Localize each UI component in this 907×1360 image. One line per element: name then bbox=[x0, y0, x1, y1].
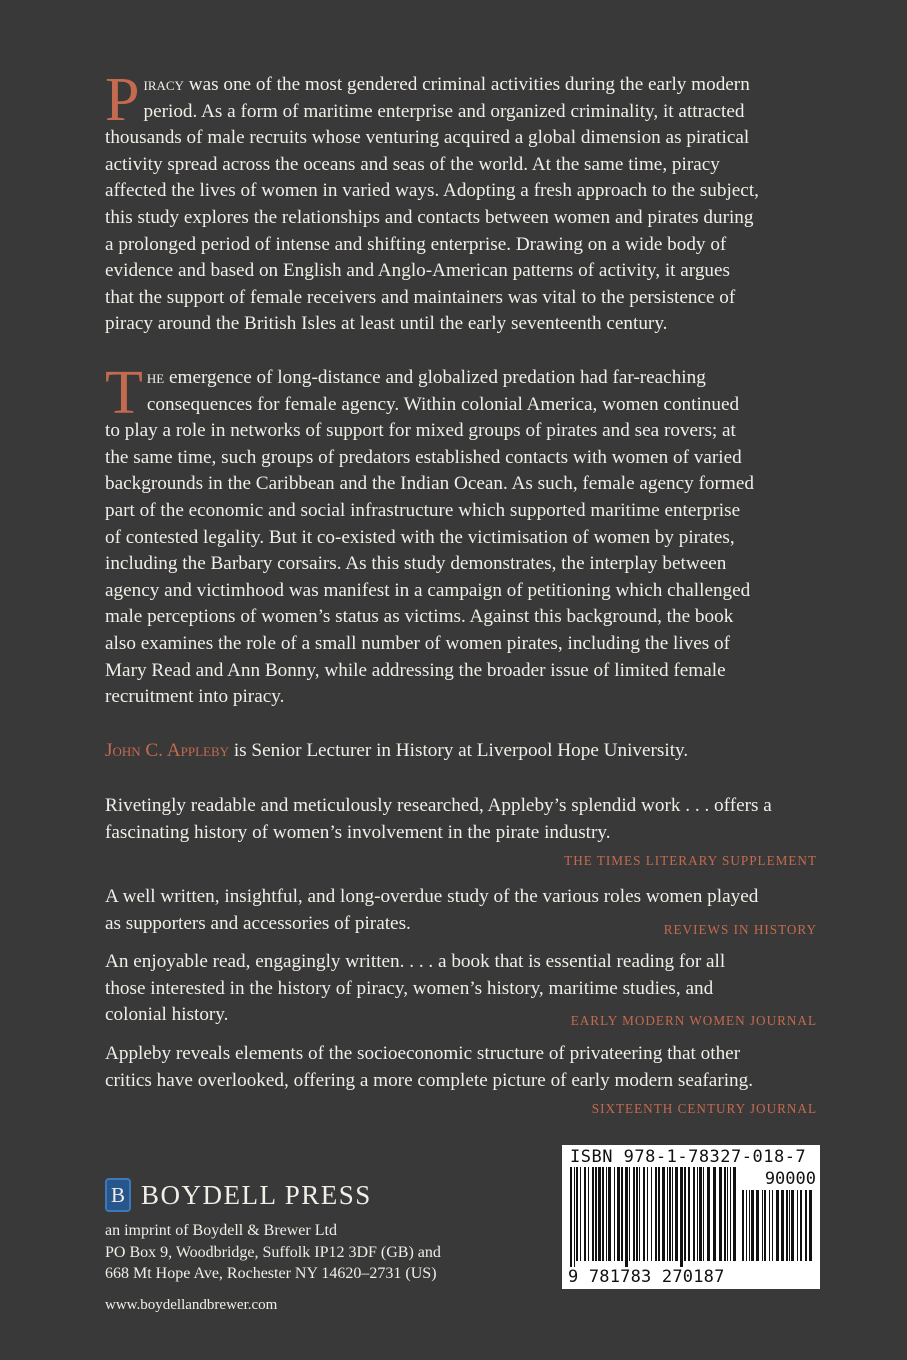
publisher-website: www.boydellandbrewer.com bbox=[105, 1296, 278, 1313]
review-source: EARLY MODERN WOMEN JOURNAL bbox=[570, 1013, 817, 1029]
barcode-bar bbox=[576, 1167, 578, 1261]
isbn-barcode bbox=[562, 1145, 820, 1289]
barcode-bar bbox=[602, 1167, 604, 1261]
barcode-bar bbox=[608, 1167, 611, 1261]
barcode-bar bbox=[574, 1167, 575, 1267]
blurb-line: a prolonged period of intense and shifting enterprise. Drawing on a wide body of bbox=[105, 233, 727, 255]
barcode-bar bbox=[727, 1167, 728, 1261]
blurb-line: was one of the most gendered criminal activities during the early modern bbox=[188, 74, 750, 95]
review-line: critics have overlooked, offering a more complete picture of early modern seafaring. bbox=[105, 1069, 754, 1091]
publisher-name: BOYDELL PRESS bbox=[141, 1179, 372, 1210]
barcode-bar bbox=[724, 1167, 726, 1261]
barcode-bar bbox=[570, 1167, 572, 1267]
author-bio-text: is Senior Lecturer in History at Liverpool Hope University. bbox=[233, 740, 689, 761]
barcode-bar bbox=[713, 1167, 716, 1261]
blurb-line: backgrounds in the Caribbean and the Indian Ocean. As such, female agency formed bbox=[105, 473, 754, 495]
blurb-line: recruitment into piracy. bbox=[105, 686, 285, 708]
review-line: Rivetingly readable and meticulously researched, Appleby’s splendid work . . . offers a bbox=[105, 795, 772, 816]
blurb-line: this study explores the relationships and contacts between women and pirates during bbox=[105, 206, 754, 228]
publisher-line: 668 Mt Hope Ave, Rochester NY 14620–2731 (US) bbox=[105, 1265, 437, 1282]
blurb-line: emergence of long-distance and globalized predation had far-reaching bbox=[169, 367, 706, 388]
publisher-block bbox=[105, 1178, 441, 1314]
dropcap-letter: T bbox=[105, 359, 143, 427]
barcode-bar bbox=[746, 1190, 747, 1261]
barcode-bar bbox=[719, 1167, 722, 1261]
barcode-bar bbox=[776, 1190, 779, 1261]
blurb-line: activity spread across the oceans and seas of the world. At the same time, piracy bbox=[105, 153, 720, 175]
blurb-line: thousands of male recruits whose venturing acquired a global dimension as piratical bbox=[105, 127, 750, 149]
barcode-bar bbox=[693, 1167, 695, 1261]
barcode-bar bbox=[756, 1190, 759, 1261]
barcode-bar bbox=[786, 1190, 788, 1261]
barcode-bar bbox=[772, 1190, 773, 1261]
boydell-logo-icon: B bbox=[105, 1178, 131, 1212]
blurb-line: to play a role in networks of support for mixed groups of pirates and sea rovers; at bbox=[105, 420, 736, 442]
barcode-bar bbox=[697, 1167, 698, 1261]
review-source: REVIEWS IN HISTORY bbox=[663, 921, 817, 937]
barcode-bar bbox=[621, 1167, 623, 1261]
blurb-line: period. As a form of maritime enterprise and organized criminality, it attracted bbox=[143, 100, 745, 122]
review-line: An enjoyable read, engagingly written. . . . a book that is essential reading for all bbox=[105, 951, 726, 972]
barcode-bar bbox=[595, 1167, 597, 1261]
barcode-bar bbox=[730, 1167, 731, 1261]
blurb-line: also examines the role of a small number of women pirates, including the lives of bbox=[105, 632, 731, 654]
lead-word: iracy bbox=[143, 74, 184, 95]
barcode-bar bbox=[791, 1190, 794, 1261]
price-barcode-bars bbox=[740, 1190, 814, 1267]
barcode-bar bbox=[633, 1167, 635, 1261]
blurb-line: agency and victimhood was manifest in a campaign of petitioning which challenged bbox=[105, 579, 751, 601]
blurb-line: piracy around the British Isles at least until the early seventeenth century. bbox=[105, 313, 668, 335]
barcode-bar bbox=[703, 1167, 704, 1261]
blurb-line: that the support of female receivers and maintainers was vital to the persistence of bbox=[105, 286, 736, 308]
publisher-line: PO Box 9, Woodbridge, Suffolk IP12 3DF (GB) and bbox=[105, 1243, 441, 1261]
lead-word: he bbox=[146, 367, 165, 388]
review-1 bbox=[105, 793, 817, 872]
barcode-digits: 9 781783 270187 bbox=[568, 1267, 725, 1287]
barcode-bar bbox=[797, 1190, 798, 1261]
review-source: THE TIMES LITERARY SUPPLEMENT bbox=[564, 853, 817, 869]
barcode-bar bbox=[684, 1167, 686, 1261]
barcode-bar bbox=[651, 1167, 652, 1261]
barcode-bar bbox=[800, 1190, 802, 1261]
review-line: Appleby reveals elements of the socioeconomic structure of privateering that other bbox=[105, 1043, 741, 1064]
ean-barcode-bars bbox=[568, 1167, 740, 1267]
barcode-bar bbox=[617, 1167, 620, 1261]
blurb-line: Mary Read and Ann Bonny, while addressing the broader issue of limited female bbox=[105, 659, 726, 681]
barcode-bar bbox=[669, 1167, 671, 1261]
blurb-line: the same time, such groups of predators established contacts with women of varied bbox=[105, 446, 742, 468]
barcode-bar bbox=[675, 1167, 678, 1261]
barcode-bar bbox=[643, 1167, 645, 1261]
barcode-bar bbox=[789, 1190, 790, 1261]
blurb-line: part of the economic and social infrastructure which supported maritime enterprise bbox=[105, 499, 741, 521]
blurb-line: consequences for female agency. Within colonial America, women continued bbox=[146, 393, 740, 415]
isbn-label: ISBN 978-1-78327-018-7 bbox=[570, 1147, 807, 1167]
barcode-bar bbox=[688, 1167, 690, 1261]
barcode-bar bbox=[636, 1167, 638, 1261]
barcode-bar bbox=[592, 1167, 594, 1261]
author-bio bbox=[105, 738, 820, 765]
review-line: those interested in the history of piracy, women’s history, maritime studies, and bbox=[105, 977, 714, 999]
barcode-bar bbox=[742, 1190, 744, 1261]
review-source: SIXTEENTH CENTURY JOURNAL bbox=[591, 1101, 817, 1117]
barcode-bar bbox=[667, 1167, 668, 1261]
barcode-bar bbox=[749, 1190, 750, 1261]
barcode-bar bbox=[629, 1167, 630, 1261]
barcode-bar bbox=[762, 1190, 763, 1261]
review-line: A well written, insightful, and long-overdue study of the various roles women played bbox=[105, 886, 759, 907]
barcode-bar bbox=[658, 1167, 660, 1261]
review-line: fascinating history of women’s involvement in the pirate industry. bbox=[105, 821, 611, 843]
barcode-bar bbox=[598, 1167, 601, 1261]
barcode-bar bbox=[809, 1190, 812, 1261]
blurb-paragraph-1 bbox=[105, 66, 820, 338]
blurb-line: evidence and based on English and Anglo-American patterns of activity, it argues bbox=[105, 260, 731, 282]
barcode-bar bbox=[707, 1167, 710, 1261]
barcode-bar bbox=[655, 1167, 657, 1261]
barcode-bar bbox=[625, 1167, 628, 1267]
author-name: John C. Appleby bbox=[105, 740, 230, 761]
barcode-bar bbox=[805, 1190, 807, 1261]
barcode-bar bbox=[699, 1167, 702, 1261]
publisher-line: an imprint of Boydell & Brewer Ltd bbox=[105, 1222, 337, 1239]
barcode-bar bbox=[580, 1167, 581, 1261]
barcode-bar bbox=[733, 1167, 736, 1261]
barcode-bar bbox=[614, 1167, 615, 1261]
dropcap-letter: P bbox=[105, 66, 140, 134]
review-line: colonial history. bbox=[105, 1004, 229, 1026]
publisher-address bbox=[105, 1220, 441, 1285]
review-4 bbox=[105, 1041, 817, 1116]
barcode-bar bbox=[680, 1167, 683, 1267]
blurb-line: of contested legality. But it co-existed with the victimisation of women by pirates, bbox=[105, 526, 735, 548]
barcode-bar bbox=[769, 1190, 770, 1261]
blurb-line: male perceptions of women’s status as victims. Against this background, the book bbox=[105, 606, 734, 628]
barcode-bar bbox=[764, 1190, 766, 1261]
barcode-bar bbox=[606, 1167, 607, 1261]
barcode-bar bbox=[781, 1190, 784, 1261]
barcode-bar bbox=[647, 1167, 648, 1261]
price-code: 90000 bbox=[764, 1169, 816, 1189]
review-2 bbox=[105, 884, 817, 937]
blurb-line: affected the lives of women in varied ways. Adopting a fresh approach to the subject, bbox=[105, 180, 759, 202]
barcode-bar bbox=[588, 1167, 589, 1261]
barcode-bar bbox=[672, 1167, 673, 1261]
review-3 bbox=[105, 949, 817, 1029]
review-line: as supporters and accessories of pirates. bbox=[105, 912, 411, 934]
blurb-paragraph-2 bbox=[105, 359, 820, 711]
barcode-bar bbox=[662, 1167, 665, 1261]
barcode-bar bbox=[751, 1190, 754, 1261]
barcode-bar bbox=[639, 1167, 640, 1261]
barcode-bar bbox=[584, 1167, 586, 1261]
blurb-line: including the Barbary corsairs. As this study demonstrates, the interplay between bbox=[105, 553, 727, 575]
